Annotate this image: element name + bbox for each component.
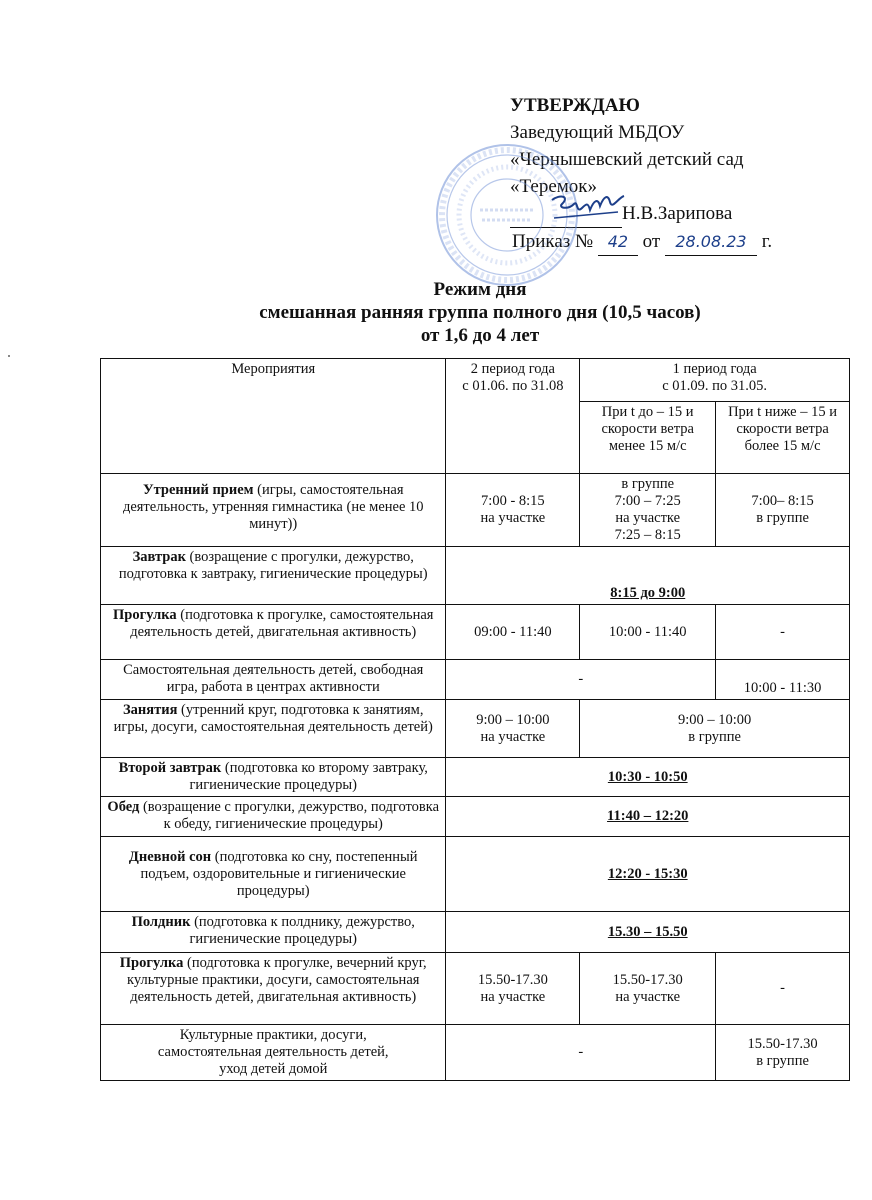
approval-title: УТВЕРЖДАЮ [510,95,640,116]
header-period-2 [446,359,580,474]
activity-cell [101,700,446,758]
condition-a-line: При t до – 15 и [601,404,694,420]
activity-cell [101,605,446,660]
activity-cell [101,758,446,797]
condition-b-cell: 10:00 - 11:30 [716,660,850,700]
activity-desc: (возращение с прогулки, дежурство, подготовка к обеду, гигиенические процедуры) [139,799,440,832]
merged-time-cell [446,797,850,837]
time-value: 15.50-17.30 [477,971,548,988]
activity-desc: (подготовка ко второму завтраку, гигиенические процедуры) [189,760,428,793]
period-2-cell [446,474,580,547]
activity-lead: Дневной сон [128,848,212,865]
place-value: в группе [621,476,675,492]
condition-b-cell: - [716,605,850,660]
document-subtitle: смешанная ранняя группа полного дня (10,5 часов) [259,302,701,323]
order-date: 28.08.23 [665,228,757,256]
approval-position: Заведующий МБДОУ [510,122,685,143]
activity-line: самостоятельная деятельность детей, [157,1044,389,1060]
scan-speck [8,355,10,357]
activity-lead: Полдник [131,914,191,930]
period-2-cell: 09:00 - 11:40 [446,605,580,660]
order-suffix: г. [761,231,773,252]
director-name: Н.В.Зарипова [622,203,733,224]
schedule-table [100,358,850,1081]
place-value: на участке [480,510,546,526]
time-value: 11:40 – 12:20 [607,808,689,824]
place-value: в группе [688,728,741,745]
document-age: от 1,6 до 4 лет [420,325,540,346]
table-row [101,758,850,797]
period-2-cell [446,700,580,758]
activity-desc: (подготовка к прогулке, самостоятельная деятельность детей, двигательная активность) [130,607,434,640]
header-period-1-name: 1 период года [672,361,757,377]
merged-time-cell [446,547,850,605]
condition-a-cell [580,474,716,547]
table-row [101,797,850,837]
merged-time-cell [446,758,850,797]
header-period-2-dates: с 01.06. по 31.08 [462,378,564,394]
approval-org-name: «Теремок» [510,176,598,197]
activity-lead: Утренний прием [142,482,254,498]
activity-lead: Прогулка [113,607,177,623]
merged-period-cell: - [446,660,716,700]
activity-cell [101,797,446,837]
header-condition-b [716,402,850,474]
activity-cell [101,547,446,605]
activity-cell [101,1025,446,1081]
time-value: 9:00 – 10:00 [677,711,752,728]
activity-lead: Занятия [122,702,178,718]
activity-cell [101,953,446,1025]
condition-b-cell [716,474,850,547]
condition-b-cell [716,1025,850,1081]
activity-lead: Прогулка [119,955,184,971]
activity-lead: Второй завтрак [118,760,222,776]
place-value: в группе [756,1052,809,1069]
header-period-1-dates: с 01.09. по 31.05. [662,378,768,394]
merged-period-cell: - [446,1025,716,1081]
document-title: Режим дня [433,279,527,300]
signature-icon [548,190,626,226]
time-value: 7:00– 8:15 [751,493,814,509]
table-header-row [101,359,850,402]
condition-b-cell: - [716,953,850,1025]
condition-a-cell [580,953,716,1025]
activity-lead: Завтрак [132,549,186,565]
activity-cell [101,837,446,912]
time-value: 15.30 – 15.50 [607,923,688,940]
activity-desc: (подготовка к прогулке, вечерний круг, культурные практики, досуги, самостоятельная деятельность детей, двигательная активность) [127,955,427,1005]
place-value: на участке [615,988,681,1005]
condition-a-cell: 10:00 - 11:40 [580,605,716,660]
condition-a-line: менее 15 м/с [608,438,687,454]
condition-b-line: скорости ветра [736,421,829,437]
period-2-cell [446,953,580,1025]
condition-a-line: скорости ветра [601,421,694,437]
table-row [101,1025,850,1081]
activity-desc: (игры, самостоятельная деятельность, утренняя гимнастика (не менее 10 минут)) [122,482,424,532]
activity-line: Культурные практики, досуги, [179,1027,367,1043]
place-value: на участке [480,728,546,745]
time-value: 7:00 - 8:15 [481,493,545,509]
activity-desc: (подготовка к полднику, дежурство, гигиенические процедуры) [189,914,415,947]
activity-cell [101,912,446,953]
order-mid: от [642,231,661,252]
order-number: 42 [598,228,638,256]
merged-period-cell [580,700,850,758]
header-period-1 [580,359,850,402]
time-value: 9:00 – 10:00 [476,711,550,728]
time-value: 12:20 - 15:30 [607,865,688,882]
merged-time-cell [446,912,850,953]
table-row [101,700,850,758]
merged-time-cell [446,837,850,912]
order-prefix: Приказ № [512,231,594,252]
schedule-title-block [100,278,860,347]
table-row [101,912,850,953]
activity-cell: Самостоятельная деятельность детей, свободная игра, работа в центрах активности [101,660,446,700]
activity-line: уход детей домой [219,1061,328,1077]
approval-org: «Чернышевский детский сад [510,149,744,170]
condition-b-line: более 15 м/с [744,438,821,454]
condition-b-line: При t ниже – 15 и [728,404,838,420]
time-value: 15.50-17.30 [612,971,683,988]
time-value: 10:30 - 10:50 [607,768,688,785]
activity-desc: (возращение с прогулки, дежурство, подготовка к завтраку, гигиенические процедуры) [118,549,428,582]
time-value: 15.50-17.30 [747,1035,818,1052]
header-condition-a [580,402,716,474]
table-row [101,605,850,660]
table-row [101,660,850,700]
header-activity: Мероприятия [101,359,446,474]
activity-desc: (подготовка ко сну, постепенный подъем, оздоровительные и гигиенические процедуры) [140,848,418,899]
time-value: 8:15 до 9:00 [610,585,686,601]
activity-lead: Обед [107,799,140,815]
table-row [101,837,850,912]
activity-desc: (утренний круг, подготовка к занятиям, игры, досуги, самостоятельная деятельность детей) [113,702,433,735]
place-value: на участке [615,510,681,526]
activity-cell [101,474,446,547]
time-value: 7:00 – 7:25 [614,493,681,509]
time-value: 7:25 – 8:15 [614,527,681,543]
place-value: на участке [480,988,546,1005]
table-row [101,547,850,605]
table-row [101,953,850,1025]
table-row [101,474,850,547]
header-period-2-name: 2 период года [470,361,555,377]
place-value: в группе [756,510,809,526]
